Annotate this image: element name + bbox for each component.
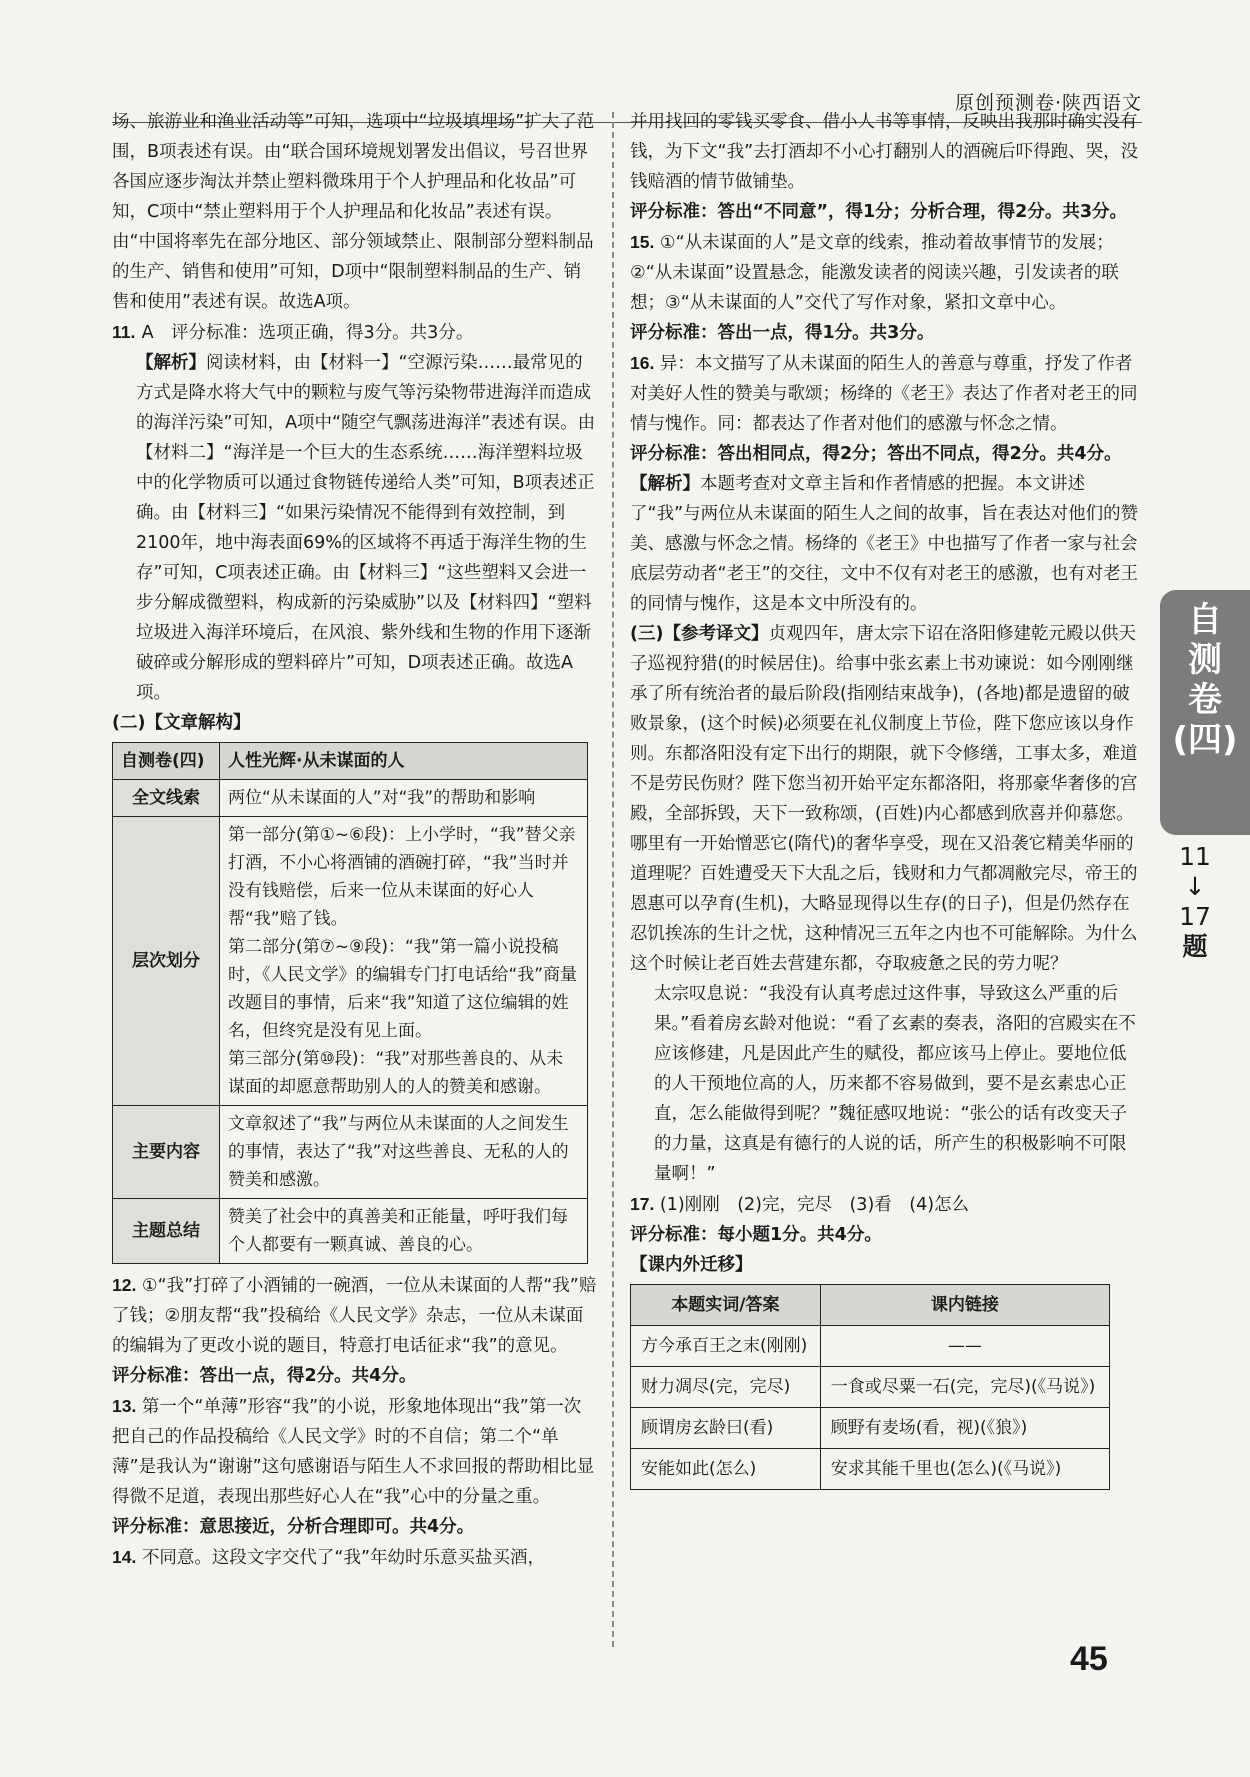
transfer-table bbox=[630, 1284, 1110, 1490]
side-question-range: 11 ↓ 17 题 bbox=[1179, 842, 1211, 961]
q15-score: 评分标准：答出一点，得1分。共3分。 bbox=[630, 323, 935, 343]
q11-answer: 11. A 评分标准：选项正确，得3分。共3分。 bbox=[112, 322, 474, 343]
q12-answer: 12. ①“我”打碎了小酒铺的一碗酒，一位从未谋面的人帮“我”赔了钱；②朋友帮“我”投稿给《人民文学》杂志，一位从未谋面的编辑为了更改小说的题目，特意打电话征求“我”的意见。 bbox=[112, 1275, 597, 1356]
section2-title: (二)【文章解构】 bbox=[112, 713, 251, 733]
row-label-clue: 全文线索 bbox=[113, 780, 220, 817]
row-value-levels bbox=[220, 817, 588, 1106]
q11-analysis: 【解析】阅读材料，由【材料一】“空源污染……最常见的方式是降水将大气中的颗粒与废气等污染物带进海洋而造成的海洋污染”可知，A项中“随空气飘荡进海洋”表述有误。由【材料二】“海洋是一个巨大的生态系统……海洋塑料垃圾中的化学物质可以通过食物链传递给人类”可知，B项表述正确。由【材料三】“如果污染情况不能得到有效控制，到2100年，地中海表面69%的区域将不再适于海洋生物的生存”可知，C项表述正确。由【材料三】“这些塑料又会进一步分解成微塑料，构成新的污染威胁”以及【材料四】“塑料垃圾进入海洋环境后，在风浪、紫外线和生物的作用下逐渐破碎或分解形成的塑料碎片”可知，D项表述正确。故选A项。 bbox=[136, 353, 596, 703]
q14-answer-cont: 并用找回的零钱买零食、借小人书等事情，反映出我那时确实没有钱，为下文“我”去打酒却不小心打翻别人的酒碗后吓得跑、哭，没钱赔酒的情节做铺垫。 bbox=[630, 112, 1139, 192]
transfer-col-link: 课内链接 bbox=[820, 1285, 1109, 1326]
table-row: 方今承百王之末(刚刚) —— bbox=[631, 1326, 1110, 1367]
level-part-3: 第三部分(第⑩段)：“我”对那些善良的、从未谋面的却愿意帮助别人的人的赞美和感谢。 bbox=[228, 1049, 564, 1097]
q16-analysis: 【解析】本题考查对文章主旨和作者情感的把握。本文讲述了“我”与两位从未谋面的陌生人之间的故事，旨在表达对他们的赞美、感激与怀念之情。杨绛的《老王》中也描写了作者一家与社会底层劳动者“老王”的交往，文中不仅有对老王的感激，也有对老王的同情与愧作，这是本文中所没有的。 bbox=[630, 474, 1139, 614]
q17-score: 评分标准：每小题1分。共4分。 bbox=[630, 1225, 882, 1245]
transfer-title: 【课内外迁移】 bbox=[630, 1255, 753, 1275]
q13-score: 评分标准：意思接近，分析合理即可。共4分。 bbox=[112, 1517, 475, 1537]
row-value-theme: 赞美了社会中的真善美和正能量，呼吁我们每个人都要有一颗真诚、善良的心。 bbox=[220, 1199, 588, 1264]
q15-answer: 15. ①“从未谋面的人”是文章的线索，推动着故事情节的发展；②“从未谋面”设置悬念，能激发读者的阅读兴趣，引发读者的联想；③“从未谋面的人”交代了写作对象，紧扣文章中心。 bbox=[630, 232, 1119, 313]
q13-answer: 13. 第一个“单薄”形容“我”的小说，形象地体现出“我”第一次把自己的作品投稿给《人民文学》时的不自信；第二个“单薄”是我认为“谢谢”这句感谢语与陌生人不求回报的帮助相比显得微不足道，表现出那些好心人在“我”心中的分量之重。 bbox=[112, 1396, 595, 1507]
row-label-levels: 层次划分 bbox=[113, 817, 220, 1106]
side-tab-title: 自测卷(四) bbox=[1172, 600, 1238, 760]
table-row: 财力凋尽(完，完尽) 一食或尽粟一石(完，完尽)(《马说》) bbox=[631, 1367, 1110, 1408]
left-column bbox=[112, 107, 597, 1573]
page-number: 45 bbox=[1070, 1640, 1108, 1678]
q14-score: 评分标准：答出“不同意”，得1分；分析合理，得2分。共3分。 bbox=[630, 202, 1128, 222]
transfer-col-answer: 本题实词/答案 bbox=[631, 1285, 821, 1326]
level-part-1: 第一部分(第①~⑥段)：上小学时，“我”替父亲打酒，不小心将酒铺的酒碗打碎，“我”当时并没有钱赔偿，后来一位从未谋面的好心人帮“我”赔了钱。 bbox=[228, 825, 576, 929]
q10-explanation-cont: 场、旅游业和渔业活动等”可知，选项中“垃圾填埋场”扩大了范围，B项表述有误。由“联合国环境规划署发出倡议，号召世界各国应逐步淘汰并禁止塑料微珠用于个人护理品和化妆品”可知，C项中“禁止塑料用于个人护理品和化妆品”表述有误。由“中国将率先在部分地区、部分领域禁止、限制部分塑料制品的生产、销售和使用”可知，D项中“限制塑料制品的生产、销售和使用”表述有误。故选A项。 bbox=[112, 112, 595, 312]
q16-answer: 16. 异：本文描写了从未谋面的陌生人的善意与尊重，抒发了作者对美好人性的赞美与歌颂；杨绛的《老王》表达了作者对老王的同情与愧作。同：都表达了作者对他们的感激与怀念之情。 bbox=[630, 353, 1138, 434]
row-label-content: 主要内容 bbox=[113, 1106, 220, 1199]
q14-answer-start: 14. 不同意。这段文字交代了“我”年幼时乐意买盐买酒， bbox=[112, 1547, 546, 1568]
level-part-2: 第二部分(第⑦~⑨段)：“我”第一篇小说投稿时，《人民文学》的编辑专门打电话给“我”商量改题目的事情，后来“我”知道了这位编辑的姓名，但终究是没有见上面。 bbox=[228, 937, 578, 1041]
table-row: 安能如此(怎么) 安求其能千里也(怎么)(《马说》) bbox=[631, 1449, 1110, 1490]
running-header: 原创预测卷·陕西语文 bbox=[954, 92, 1142, 114]
column-divider bbox=[612, 112, 614, 1647]
translation-para-1: (三)【参考译文】贞观四年，唐太宗下诏在洛阳修建乾元殿以供天子巡视狩猎(的时候居住)。给事中张玄素上书劝谏说：如今刚刚继承了所有统治者的最后阶段(指刚结束战争)，(各地)都是遗留的破败景象，(这个时候)必须要在礼仪制度上节俭，陛下您应该以身作则。东都洛阳没有定下出行的期限，就下令修缮，工事太多，难道不是劳民伤财？陛下您当初开始平定东都洛阳，将那豪华奢侈的宫殿，全部拆毁，天下一致称颂，(百姓)内心都感到欣喜并仰慕您。哪里有一开始憎恶它(隋代)的奢华享受，现在又沿袭它精美华丽的道理呢？百姓遭受天下大乱之后，钱财和力气都凋敝完尽，帝王的恩惠可以孕育(生机)，大略显现得以生存(的日子)，但是仍然存在忍饥挨冻的生计之忧，这种情况三五年之内也不可能解除。为什么这个时候让老百姓去营建东都，夺取疲惫之民的劳力呢？ bbox=[630, 624, 1138, 974]
table-header-right: 人性光辉·从未谋面的人 bbox=[220, 743, 588, 780]
table-row: 顾谓房玄龄曰(看) 顾野有麦场(看，视)(《狼》) bbox=[631, 1408, 1110, 1449]
q12-score: 评分标准：答出一点，得2分。共4分。 bbox=[112, 1366, 417, 1386]
q17-answer: 17. (1)刚刚 (2)完，完尽 (3)看 (4)怎么 bbox=[630, 1194, 970, 1215]
structure-table bbox=[112, 742, 588, 1264]
q16-score: 评分标准：答出相同点，得2分；答出不同点，得2分。共4分。 bbox=[630, 444, 1122, 464]
row-value-clue: 两位“从未谋面的人”对“我”的帮助和影响 bbox=[220, 780, 588, 817]
row-value-content: 文章叙述了“我”与两位从未谋面的人之间发生的事情，表达了“我”对这些善良、无私的人的赞美和感激。 bbox=[220, 1106, 588, 1199]
row-label-theme: 主题总结 bbox=[113, 1199, 220, 1264]
right-column bbox=[630, 107, 1140, 1490]
table-header-left: 自测卷(四) bbox=[113, 743, 220, 780]
translation-para-2: 太宗叹息说：“我没有认真考虑过这件事，导致这么严重的后果。”看着房玄龄对他说：“看了玄素的奏表，洛阳的宫殿实在不应该修建，凡是因此产生的赋役，都应该马上停止。要地位低的人干预地位高的人，历来都不容易做到，要不是玄素忠心正直，怎么能做得到呢？”魏征感叹地说：“张公的话有改变天子的力量，这真是有德行的人说的话，所产生的积极影响不可限量啊！” bbox=[654, 984, 1136, 1184]
